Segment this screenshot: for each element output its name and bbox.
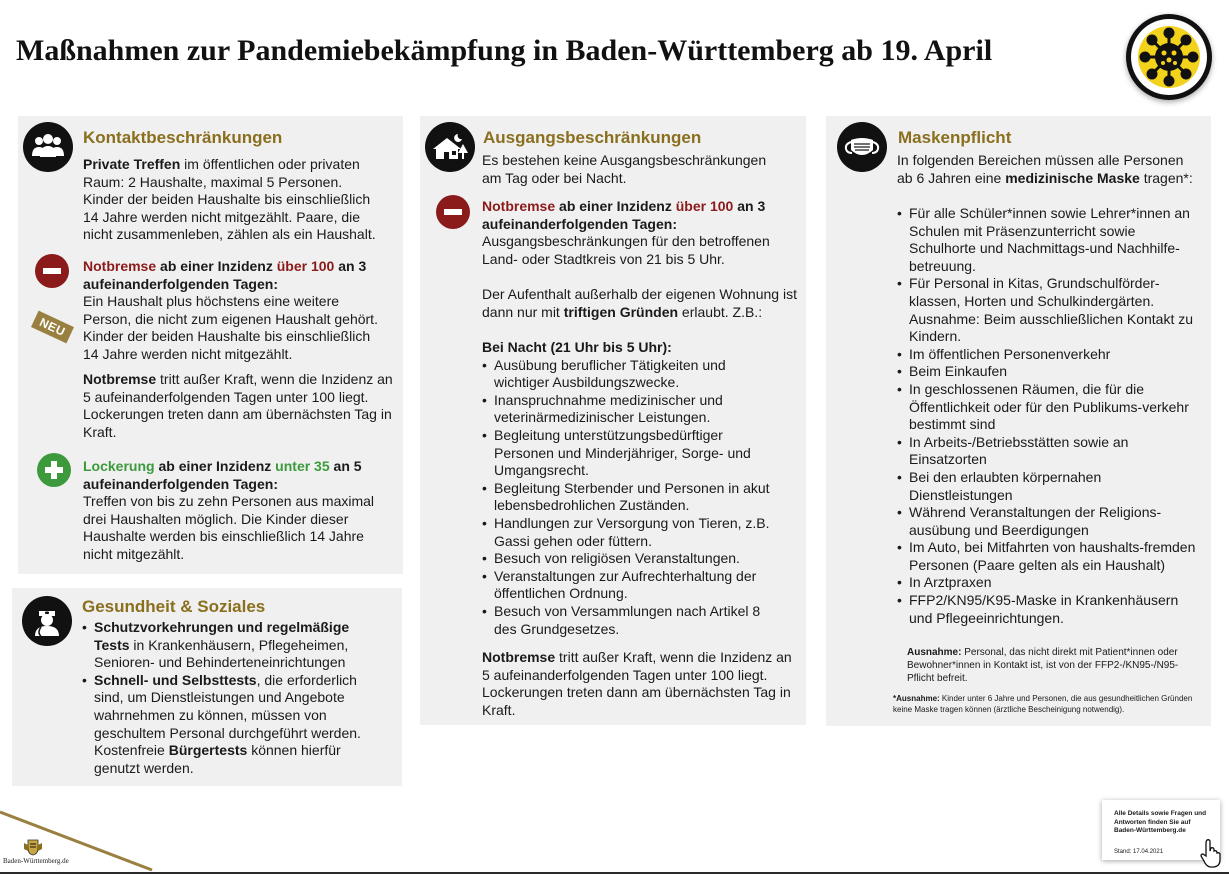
ausgang-aufenthalt: Der Aufenthalt außerhalb der eigenen Wohnung ist dann nur mit triftigen Gründen erlaubt. Z.B.: [482, 286, 797, 320]
list-item: • Bei den erlaubten körpernahen Dienstleistungen [897, 469, 1197, 504]
gesundheit-heading: Gesundheit & Soziales [82, 597, 266, 616]
list-item: • Besuch von Versammlungen nach Artikel 8 des Grundgesetzes. [482, 603, 782, 638]
ausgang-nacht: Bei Nacht (21 Uhr bis 5 Uhr): • Ausübung beruflicher Tätigkeiten und wichtiger Ausbildungszwecke. • Inanspruchnahme medizinischer und veterinärmedizinischer Leistungen. • Begleitung unterstützungsbedürftiger Personen und Minderjähriger, Sorge- und Umgangsrecht. • Begleitung Sterbender und Personen in akut lebensbedrohlichen Zuständen. • Handlungen zur Versorgung von Tieren, z.B. Gassi gehen oder füttern. • Besuch von religiösen Veranstaltungen. • Veranstaltungen zur Aufrechterhaltung der öffentlichen Ordnung. • Besuch von Versammlungen nach Artikel 8 des Grundgesetzes. [482, 339, 782, 638]
list-item: • In Arbeits-/Betriebsstätten sowie an Einsatzorten [897, 434, 1197, 469]
kontakt-notbremse: Notbremse ab einer Inzidenz über 100 an 3 aufeinanderfolgenden Tagen: Ein Haushalt plus höchstens eine weitere Person, die nicht zum eigenen Haushalt gehört. Kinder der beiden Haushalte bis einschließlich 14 Jahre werden nicht mitgezählt. [83, 258, 378, 362]
neu-badge: NEU [31, 311, 74, 344]
list-item: • In geschlossenen Räumen, die für die Öffentlichkeit oder für den Publikums-verkehr bestimmt sind [897, 381, 1197, 434]
ausgang-ausser-kraft: Notbremse tritt außer Kraft, wenn die Inzidenz an 5 aufeinanderfolgenden Tagen unter 100 liegt. Lockerungen treten dann am übernächsten Tag in Kraft. [482, 649, 792, 718]
list-item: • Begleitung unterstützungsbedürftiger Personen und Minderjähriger, Sorge- und Umgangsrecht. [482, 427, 782, 480]
list-item: • Ausübung beruflicher Tätigkeiten und wichtiger Ausbildungszwecke. [482, 357, 782, 392]
info-card-text: Alle Details sowie Fragen und Antworten finden Sie auf Baden-Württemberg.de [1114, 810, 1207, 834]
ausgang-intro: Es bestehen keine Ausgangsbeschränkungen am Tag oder bei Nacht. [482, 152, 767, 186]
minus-icon [35, 254, 69, 288]
list-item: • Inanspruchnahme medizinischer und veterinärmedizinischer Leistungen. [482, 392, 782, 427]
info-card-stand: Stand: 17.04.2021 [1114, 849, 1164, 855]
list-item: • FFP2/KN95/K95-Maske in Krankenhäusern und Pflegeeinrichtungen. [897, 592, 1197, 627]
list-item: • Für Personal in Kitas, Grundschulförder-klassen, Horten und Schulkindergärten. Ausnahme: Beim ausschließlichen Kontakt zu Kindern. [897, 275, 1197, 345]
kontakt-ausser-kraft: Notbremse tritt außer Kraft, wenn die Inzidenz an 5 aufeinanderfolgenden Tagen unter 100 liegt. Lockerungen treten dann am übernächsten Tag in Kraft. [83, 371, 393, 440]
gesundheit-list: • Schutzvorkehrungen und regelmäßige Tests in Krankenhäusern, Pflegeheimen, Senioren- und Behinderteneinrichtungen • Schnell- und Selbsttests, die erforderlich sind, um Dienstleistungen und Angebote wahrnehmen zu können, müssen von geschultem Personal durchgeführt werden. Kostenfreie Bürgertests können hierfür genutzt werden. [82, 619, 382, 777]
list-item: • Handlungen zur Versorgung von Tieren, z.B. Gassi gehen oder füttern. [482, 515, 782, 550]
ausgang-notbremse: Notbremse ab einer Inzidenz über 100 an 3 aufeinanderfolgenden Tagen: Ausgangsbeschränkungen für den betroffenen Land- oder Stadtkreis von 21 bis 5 Uhr. [482, 198, 770, 267]
kontakt-intro: Private Treffen im öffentlichen oder privaten Raum: 2 Haushalte, maximal 5 Personen. Kinder der beiden Haushalte bis einschließlich 14 Jahre werden nicht mitgezählt. Paare, die nicht zusammenleben, zählen als ein Haushalt. [83, 156, 376, 243]
ausgang-heading: Ausgangsbeschränkungen [483, 128, 702, 147]
list-item: • Im Auto, bei Mitfahrten von haushalts-fremden Personen (Paare gelten als ein Haushalt) [897, 539, 1197, 574]
mask-icon [837, 122, 887, 172]
group-icon [23, 122, 73, 172]
hand-pointer-icon [1199, 838, 1225, 868]
list-item: • Veranstaltungen zur Aufrechterhaltung der öffentlichen Ordnung. [482, 568, 782, 603]
coronavirus-badge [1126, 14, 1212, 100]
coronavirus-icon [1134, 22, 1204, 92]
list-item: • Für alle Schüler*innen sowie Lehrer*innen an Schulen mit Präsenzunterricht sowie Schulhorte und Nachmittags-und Nachhilfe-betreuung. [897, 205, 1197, 275]
house-night-icon [425, 122, 475, 172]
maske-list [897, 205, 1197, 627]
list-item: • Im öffentlichen Personenverkehr [897, 346, 1197, 364]
list-item: • Beim Einkaufen [897, 363, 1197, 381]
list-item: • Während Veranstaltungen der Religions-ausübung und Beerdigungen [897, 504, 1197, 539]
maske-intro: In folgenden Bereichen müssen alle Personen ab 6 Jahren eine medizinische Maske tragen*: [897, 152, 1193, 186]
maske-fussnote: *Ausnahme: Kinder unter 6 Jahre und Personen, die aus gesundheitlichen Gründen keine Maske tragen können (ärztliche Bescheinigung notwendig). [893, 694, 1193, 714]
maske-ausnahme: Ausnahme: Personal, das nicht direkt mit Patient*innen oder Bewohner*innen in Kontakt ist, ist von der FFP2-/KN95-/N95-Pflicht befreit. [907, 647, 1179, 684]
logo [3, 838, 75, 865]
kontakt-lockerung: Lockerung ab einer Inzidenz unter 35 an 5 aufeinanderfolgenden Tagen: Treffen von bis zu zehn Personen aus maximal drei Haushalten möglich. Die Kinder dieser Haushalte werden bis einschließlich 14 Jahre nicht mitgezählt. [83, 458, 375, 562]
list-item: • Begleitung Sterbender und Personen in akut lebensbedrohlichen Zuständen. [482, 480, 782, 515]
minus-icon [436, 195, 470, 229]
list-item: • In Arztpraxen [897, 574, 1197, 592]
page-title: Maßnahmen zur Pandemiebekämpfung in Baden-Württemberg ab 19. April [16, 34, 993, 67]
maske-heading: Maskenpflicht [898, 128, 1012, 147]
kontakt-heading: Kontaktbeschränkungen [83, 128, 283, 147]
coat-of-arms-icon [21, 838, 45, 856]
nurse-icon [22, 596, 72, 646]
logo-text: Baden-Württemberg.de [3, 857, 69, 865]
list-item: • Besuch von religiösen Veranstaltungen. [482, 550, 782, 568]
plus-icon [37, 453, 71, 487]
